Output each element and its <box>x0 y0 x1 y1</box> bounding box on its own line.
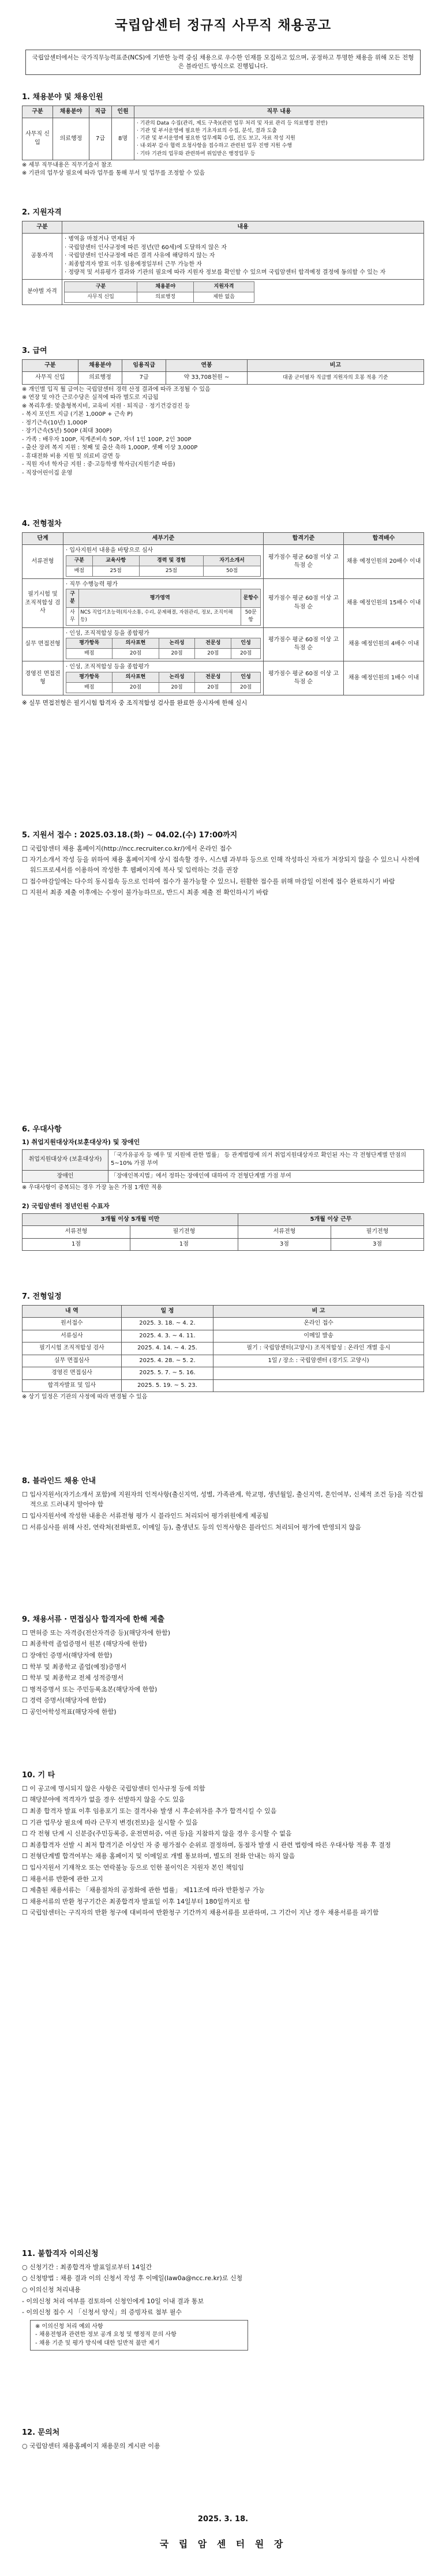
cell: 경영진 면접심사 <box>23 1367 122 1380</box>
exception-box <box>30 2320 248 2351</box>
note-line: ※ 우대사항이 중복되는 경우 가장 높은 가점 1개만 적용 <box>22 1184 163 1191</box>
note-line: - 휴대전화 비용 지원 및 의료비 감면 등 <box>22 453 121 460</box>
section-title: 1. 채용분야 및 채용인원 <box>22 93 103 101</box>
section-appeal <box>22 2249 424 2351</box>
cell: 서류전형 <box>23 1226 130 1239</box>
step-label: 서류전형 <box>23 545 63 579</box>
col-header: 일 정 <box>121 1305 213 1318</box>
cell: 실무 면접심사 <box>23 1355 122 1367</box>
duties-cell <box>134 118 424 160</box>
detail-cell <box>63 545 264 579</box>
col-header: 합격배수 <box>344 532 424 545</box>
bullet-item: ☐ 최종 합격자 발표 이후 임용포기 또는 결격사유 발생 시 후순위자를 추가 합격시킬 수 있음 <box>22 1807 277 1815</box>
cell: 필기시험 조직적합성 검사 <box>23 1342 122 1355</box>
qualifications-table <box>22 221 424 305</box>
cell: 1점 <box>23 1238 130 1251</box>
cell: 약 33,708천원 ~ <box>166 372 247 385</box>
col-header: 평가항목 <box>66 638 113 649</box>
note-line: ※ 복리후생: 맞춤형복지비, 교육비 지원 · 퇴직금 · 정기건강검진 등 <box>22 403 190 409</box>
score-subtable <box>66 555 261 577</box>
col-header: 3개월 이상 5개월 미만 <box>23 1213 238 1226</box>
section-title: 7. 전형일정 <box>22 1292 62 1301</box>
cell: 온라인 접수 <box>213 1318 424 1330</box>
cell: 2025. 4. 28. ~ 5. 2. <box>121 1355 213 1367</box>
score-subtable <box>66 589 261 625</box>
bullet-item: ○ 신청방법 : 채용 결과 이의 신청서 작성 후 이메일(law0a@ncc.re.kr)로 신청 <box>22 2274 243 2282</box>
section-title: 11. 불합격자 이의신청 <box>22 2250 99 2258</box>
note-line: - 가족 : 배우자 100P, 직계존비속 50P, 자녀 1인 100P, 2인 300P <box>22 436 192 443</box>
bullet-item: ☐ 해당분야에 적격자가 없을 경우 선발하지 않을 수도 있음 <box>22 1796 185 1804</box>
note-line: ※ 개인별 입직 월 급여는 국립암센터 경력 산정 결과에 따라 조정될 수 있음 <box>22 386 211 393</box>
bullet-item: ☐ 채용서류 반환에 관한 고지 <box>22 1875 103 1883</box>
note-line: · 장기근속(5년) 500P (최대 300P) <box>22 428 112 435</box>
bullet-item: ☐ 각 전형 단계 시 신분증(주민등록증, 운전면허증, 여권 등)을 지참하지 않을 경우 응시할 수 없음 <box>22 1830 292 1838</box>
row-label: 장애인 <box>23 1170 108 1183</box>
row-label: 취업지원대상자 (보훈대상자) <box>23 1149 108 1170</box>
bullet-item: ☐ 최종합격자 선발 시 최저 합격기준 이상인 자 중 평가점수 순위로 결정하며, 동점자 발생 시 관련 법령에 따른 우대사항 적용 후 결정 <box>22 1841 391 1849</box>
col-header: 채용분야 <box>53 106 89 118</box>
cell: 「장애인복지법」에서 정하는 장애인에 대하여 각 전형단계별 가점 부여 <box>108 1170 424 1183</box>
section-title: 10. 기 타 <box>22 1771 55 1780</box>
bullet-item: ☐ 이 공고에 명시되지 않은 사항은 국립암센터 인사규정 등에 의함 <box>22 1784 205 1792</box>
cell: 의료행정 <box>137 292 194 302</box>
duty-line: · 기관 및 부서운영에 필요한 업무계획 수립, 진도 보고, 자료 작성 지원 <box>137 136 295 142</box>
note-line: ※ 세부 직무내용은 직무기술서 참조 <box>22 161 113 168</box>
duty-line: · 내·외부 감사 협력 요청사항을 접수하고 관련된 업무 진행 지원 수행 <box>137 143 293 149</box>
cell: 2025. 4. 3. ~ 4. 11. <box>121 1330 213 1342</box>
col-header: 경력 및 경험 <box>139 555 204 566</box>
cell: 20점 <box>231 649 261 659</box>
col-header: 논리성 <box>159 672 195 682</box>
section-title: 4. 전형절차 <box>22 520 62 528</box>
detail-cell <box>63 578 264 627</box>
section-application <box>22 830 424 899</box>
cell: 2025. 5. 7. ~ 5. 16. <box>121 1367 213 1380</box>
bullet-item: ☐ 서류심사를 위해 사진, 연락처(전화번호, 이메일 등), 출생년도 등의 인적사항은 블라인드 처리되어 평가에 반영되지 않음 <box>22 1523 361 1531</box>
common-cell <box>62 234 424 280</box>
cell: 25점 <box>92 566 139 576</box>
cell: 2025. 5. 19. ~ 5. 23. <box>121 1379 213 1392</box>
section-title: 3. 급여 <box>22 347 47 355</box>
bullet-item: ☐ 국립암센터는 구직자의 반환 청구에 대비하여 반환청구 기간까지 채용서류를 보관하며, 그 기간이 지난 경우 채용서류를 파기함 <box>22 1909 379 1917</box>
bullet-item: ☐ 채용서류의 반환 청구기간은 최종합격자 발표일 이후 14일부터 180일까지로 함 <box>22 1897 250 1905</box>
cell: 합격자발표 및 입사 <box>23 1379 122 1392</box>
col-header: 논리성 <box>159 638 195 649</box>
score-subtable <box>66 638 261 659</box>
req-line: · 최종합격자 발표 이후 임용예정일부터 근무 가능한 자 <box>65 261 202 268</box>
cell: 2025. 4. 14. ~ 4. 25. <box>121 1342 213 1355</box>
notice-date: 2025. 3. 18. <box>197 2515 249 2524</box>
page-title: 국립암센터 정규직 사무직 채용공고 <box>114 18 332 33</box>
detail-title: · 인성, 조직적합성 등을 종합평가 <box>66 630 149 637</box>
req-line: · 정량적 및 서류평가 결과와 기관의 필요에 따라 지원자 정보를 확인할 수 있으며 국립암센터 합격예정 결정에 동의할 수 있는 자 <box>65 269 386 276</box>
cell: 3점 <box>238 1238 331 1251</box>
col-header: 5개월 이상 근무 <box>238 1213 423 1226</box>
col-header: 인성 <box>231 672 261 682</box>
col-header: 교육사항 <box>92 555 139 566</box>
cell: 20점 <box>159 649 195 659</box>
bullet-item: ☐ 공인어학성적표(해당자에 한함) <box>22 1708 117 1716</box>
bullet-item: ☐ 지원서 최종 제출 이후에는 수정이 불가능하므로, 반드시 최종 제출 전 확인하시기 바람 <box>22 889 269 897</box>
bullet-item: ☐ 접수마감일에는 다수의 동시접속 등으로 인하여 접수가 불가능할 수 있으니, 원활한 접수를 위해 마감일 이전에 접수 완료하시기 바람 <box>22 877 395 885</box>
cell <box>213 1367 424 1380</box>
section-title: 2. 지원자격 <box>22 208 62 217</box>
col-header: 구분 <box>66 555 93 566</box>
req-line: · 국립암센터 인사규정에 따른 결격 사유에 해당하지 않는 자 <box>65 253 215 260</box>
cell: 원서접수 <box>23 1318 122 1330</box>
bullet-item: ☐ 면허증 또는 자격증(전산자격증 등)(해당자에 한함) <box>22 1629 171 1637</box>
step-label: 필기시험 및 조직적합성 검사 <box>23 578 63 627</box>
schedule-table <box>22 1305 424 1393</box>
col-header: 내 역 <box>23 1305 122 1318</box>
section-process <box>22 519 424 708</box>
note-line: ※ 연장 및 야간 근로수당은 실적에 따라 별도로 지급됨 <box>22 394 159 401</box>
cell: 3점 <box>331 1238 423 1251</box>
req-line: · 국립암센터 인사규정에 따른 정년(만 60세)에 도달하지 않은 자 <box>65 244 227 251</box>
cell: 배점 <box>66 649 113 659</box>
col-header: 직급 <box>89 106 112 118</box>
col-header: 직무 내용 <box>134 106 424 118</box>
box-line: - 채용전형과 관련한 정보 공개 요청 및 행정적 문의 사항 <box>35 2331 177 2338</box>
signature: 국 립 암 센 터 원 장 <box>159 2539 287 2549</box>
cell: 필기전형 <box>130 1226 238 1239</box>
cell: 1점 <box>130 1238 238 1251</box>
col-header: 구분 <box>66 589 79 607</box>
section-contact <box>22 2428 424 2452</box>
process-table <box>22 532 424 695</box>
bullet-item: - 이의신청 처리 여부를 검토하여 신청인에게 10일 이내 결과 통보 <box>22 2297 204 2305</box>
col-header: 합격기준 <box>264 532 344 545</box>
bullet-item: ☐ 전형단계별 합격여부는 채용 홈페이지 및 이메일로 개별 통보하며, 별도의 전화 안내는 하지 않음 <box>22 1852 295 1860</box>
detail-cell <box>63 627 264 661</box>
note-line: ※ 상기 일정은 기관의 사정에 따라 변경될 수 있음 <box>22 1394 148 1401</box>
col-header: 채용분야 <box>137 281 194 292</box>
cell: 평가점수 평균 60점 이상 고득점 순 <box>264 627 344 661</box>
cell: 제한 없음 <box>194 292 254 302</box>
col-header: 구분 <box>23 106 53 118</box>
cell: 필기전형 <box>331 1226 423 1239</box>
col-header: 전문성 <box>195 638 231 649</box>
bullet-item: ☐ 학부 및 최종학교 전체 성적증명서 <box>22 1674 124 1682</box>
bullet-item: ○ 이의신청 처리내용 <box>22 2286 81 2294</box>
row-label: 공통자격 <box>23 234 62 280</box>
cell: 사무직 신입 <box>23 118 53 160</box>
cell: 이메일 발송 <box>213 1330 424 1342</box>
step-label: 실무 면접전형 <box>23 627 63 661</box>
bullet-item: ☐ 장애인 증명서(해당자에 한함) <box>22 1652 113 1660</box>
cell: 사무 <box>66 607 79 625</box>
preference-table <box>22 1149 424 1183</box>
col-header: 임용직급 <box>122 359 166 372</box>
score-subtable <box>66 672 261 693</box>
cell: 서류전형 <box>238 1226 331 1239</box>
bullet-item: ☐ 입사지원서에 작성한 내용은 서류전형 평가 시 블라인드 처리되어 평가위원에게 제공됨 <box>22 1512 269 1520</box>
col-header: 인원 <box>112 106 134 118</box>
section-title: 9. 채용서류 · 면접심사 합격자에 한해 제출 <box>22 1615 165 1624</box>
req-line: · 병역을 마쳤거나 면제된 자 <box>65 236 136 243</box>
col-header: 연봉 <box>166 359 247 372</box>
cell: 20점 <box>231 682 261 693</box>
cell: 20점 <box>113 649 159 659</box>
col-header: 평가항목 <box>66 672 113 682</box>
section-title: 8. 블라인드 채용 안내 <box>22 1477 96 1486</box>
cell: 7급 <box>89 118 112 160</box>
intro-box: 국립암센터에서는 국가직무능력표준(NCS)에 기반한 능력 중심 채용으로 우수한 인재를 모집하고 있으며, 공정하고 투명한 채용을 위해 모든 전형은 블라인드 방식으로 진행됩니다. <box>25 50 421 75</box>
col-header: 세부기준 <box>63 532 264 545</box>
note-line: - 직원 자녀 학자금 지원 : 중·고등학생 학자금(지원기준 따름) <box>22 461 175 468</box>
bullet-item: ☐ 입사지원서(자기소개서 포함)에 지원자의 인적사항(출신지역, 성별, 가족관계, 학교명, 생년월일, 출신지역, 혼인여부, 신체적 조건 등)을 직간접적으로 드러내지 말아야 함 <box>22 1490 423 1509</box>
cell: NCS 직업기초능력(의사소통, 수리, 문제해결, 자원관리, 정보, 조직이해 등) <box>79 607 241 625</box>
col-header: 인성 <box>231 638 261 649</box>
col-header: 내용 <box>62 221 424 234</box>
bullet-item: ○ 국립암센터 채용홈페이지 채용문의 게시판 이용 <box>22 2442 160 2450</box>
detail-title: · 인성, 조직적합성 등을 종합평가 <box>66 664 149 671</box>
cell: 채용 예정인원의 4배수 이내 <box>344 627 424 661</box>
bullet-item: ☐ 자기소개서 작성 등을 위하여 채용 홈페이지에 상시 접속할 경우, 시스템 과부하 등으로 인해 작성하신 자료가 저장되지 않을 수 있으니 사전에 워드프로세서를 이용하여 작성한 후 웹페이지에 복사 및 입력하는 것을 권장 <box>22 856 419 874</box>
process-note: ※ 실무 면접전형은 필기시험 합격자 중 조직적합성 검사를 완료한 응시자에 한해 실시 <box>22 699 248 706</box>
cell: 평가점수 평균 60점 이상 고득점 순 <box>264 545 344 579</box>
field-cell <box>62 279 424 304</box>
detail-title: · 입사지원서 내용을 바탕으로 심사 <box>66 547 153 554</box>
positions-table <box>22 106 424 160</box>
cell: 1일 / 장소 : 국립암센터 (경기도 고양시) <box>213 1355 424 1367</box>
cell: 사무직 신입 <box>65 292 137 302</box>
col-header: 지원자격 <box>194 281 254 292</box>
section-title: 5. 지원서 접수 : 2025.03.18.(화) ~ 04.02.(수) 17:00까지 <box>22 831 238 840</box>
note-line: ※ 기관의 업무상 필요에 따라 업무를 통해 부서 및 업무를 조정할 수 있음 <box>22 170 205 177</box>
section-title: 12. 문의처 <box>22 2428 60 2437</box>
cell <box>213 1379 424 1392</box>
cell: 2025. 3. 18. ~ 4. 2. <box>121 1318 213 1330</box>
bullet-item: ☐ 제출된 채용서류는 「채용절차의 공정화에 관한 법률」 제11조에 따라 반환청구 가능 <box>22 1886 265 1894</box>
bullet-item: ☐ 최종학력 졸업증명서 원본 (해당자에 한함) <box>22 1640 147 1648</box>
cell: 채용 예정인원의 1배수 이내 <box>344 661 424 695</box>
col-header: 자기소개서 <box>204 555 261 566</box>
cell: 채용 예정인원의 15배수 이내 <box>344 578 424 627</box>
col-header: 문항수 <box>241 589 261 607</box>
note-line: - 복지 포인트 지급 (기본 1,000P + 근속 P) <box>22 411 133 418</box>
cell: 대졸 군미필자 직급별 지원자의 호봉 적용 기준 <box>247 372 423 385</box>
duty-line: · 기타 기관의 업무와 관련하여 위임받은 행정업무 등 <box>137 151 256 157</box>
cell: 「국가유공자 등 예우 및 지원에 관한 법률」 등 관계법령에 의거 취업지원대상자로 확인된 자는 각 전형단계별 만점의 5~10% 가점 부여 <box>108 1149 424 1170</box>
col-header: 구분 <box>23 221 62 234</box>
bullet-item: ☐ 입사지원서 기재착오 또는 연락불능 등으로 인한 불이익은 지원자 본인 책임임 <box>22 1864 244 1871</box>
cell: 평가점수 평균 60점 이상 고득점 순 <box>264 578 344 627</box>
bullet-item: - 이의신청 접수 시 「신청서 양식」의 증빙자료 첨부 필수 <box>22 2308 182 2316</box>
duty-line: · 기관 및 부서운영에 필요한 기초자료의 수집, 분석, 결과 도출 <box>137 128 277 134</box>
cell: 20점 <box>113 682 159 693</box>
section-qualifications <box>22 208 424 305</box>
section-documents <box>22 1615 424 1718</box>
cell: 서류심사 <box>23 1330 122 1342</box>
step-label: 경영진 면접전형 <box>23 661 63 695</box>
col-header: 의사표현 <box>113 638 159 649</box>
cell: 8명 <box>112 118 134 160</box>
bullet-item: ☐ 학부 및 최종학교 졸업(예정)증명서 <box>22 1663 127 1671</box>
note-line: · 정기근속(10년) 1,000P <box>22 419 88 426</box>
col-header: 구분 <box>23 359 78 372</box>
section-positions <box>22 92 424 178</box>
cell: 20점 <box>195 682 231 693</box>
section-title: 6. 우대사항 <box>22 1125 62 1134</box>
note-line: - 직장어린이집 운영 <box>22 469 73 476</box>
section-salary <box>22 346 424 477</box>
col-header: 의사표현 <box>113 672 159 682</box>
duty-line: · 기관의 Data 수집(관리, 제도 구축)(관련 업무 처리 및 자료 관리 등 의료행정 전반) <box>137 121 328 127</box>
salary-table <box>22 359 424 385</box>
sub-title: 1) 취업지원대상자(보훈대상자) 및 장애인 <box>22 1138 140 1146</box>
detail-title: · 직무 수행능력 평가 <box>66 581 118 588</box>
cell: 50점 <box>204 566 261 576</box>
cell: 채용 예정인원의 20배수 이내 <box>344 545 424 579</box>
bullet-item: ☐ 기관 업무상 필요에 따라 근무지 변경(전보)을 실시할 수 있음 <box>22 1818 198 1826</box>
cell: 배점 <box>66 566 93 576</box>
bullet-item: ○ 신청기간 : 최종합격자 발표일로부터 14일간 <box>22 2263 152 2271</box>
cell: 의료행정 <box>78 372 122 385</box>
row-label: 분야별 자격 <box>23 279 62 304</box>
col-header: 채용분야 <box>78 359 122 372</box>
bullet-item: ☐ 경력 증명서(해당자에 한함) <box>22 1697 106 1705</box>
box-line: - 채용 기준 및 평가 방식에 대한 일반적 불만 제기 <box>35 2340 160 2346</box>
col-header: 비고 <box>247 359 423 372</box>
cell: 필기 : 국립암센터(고양시) 조직적합성 : 온라인 개별 응시 <box>213 1342 424 1355</box>
section-schedule <box>22 1292 424 1402</box>
cell: 7급 <box>122 372 166 385</box>
col-header: 전문성 <box>195 672 231 682</box>
section-misc <box>22 1770 424 1919</box>
sub-title: 2) 국립암센터 정년인원 수표자 <box>22 1202 110 1210</box>
cell: 20점 <box>195 649 231 659</box>
col-header: 구분 <box>65 281 137 292</box>
section-blind <box>22 1476 424 1533</box>
note-line: - 출산 장려 복지 지원 : 첫째 및 출산 축하 1,000P, 셋째 이상 3,000P <box>22 445 198 452</box>
box-line: ※ 이의신청 처리 예외 사항 <box>35 2323 103 2330</box>
bullet-item: ☐ 병적증명서 또는 주민등록초본(해당자에 한함) <box>22 1685 158 1693</box>
col-header: 단계 <box>23 532 63 545</box>
col-header: 평가영역 <box>79 589 241 607</box>
cell: 25점 <box>139 566 204 576</box>
bullet-item: ☐ 국립암센터 채용 홈페이지(http://ncc.recruiter.co.kr/)에서 온라인 접수 <box>22 844 232 852</box>
cell: 20점 <box>159 682 195 693</box>
col-header: 비 고 <box>213 1305 424 1318</box>
cell: 사무직 신입 <box>23 372 78 385</box>
cell: 배점 <box>66 682 113 693</box>
cell: 평가점수 평균 60점 이상 고득점 순 <box>264 661 344 695</box>
section-preference <box>22 1125 424 1251</box>
cell: 의료행정 <box>53 118 89 160</box>
field-subtable <box>64 281 254 303</box>
cell: 50문항 <box>241 607 261 625</box>
tenure-table <box>22 1213 424 1251</box>
detail-cell <box>63 661 264 695</box>
